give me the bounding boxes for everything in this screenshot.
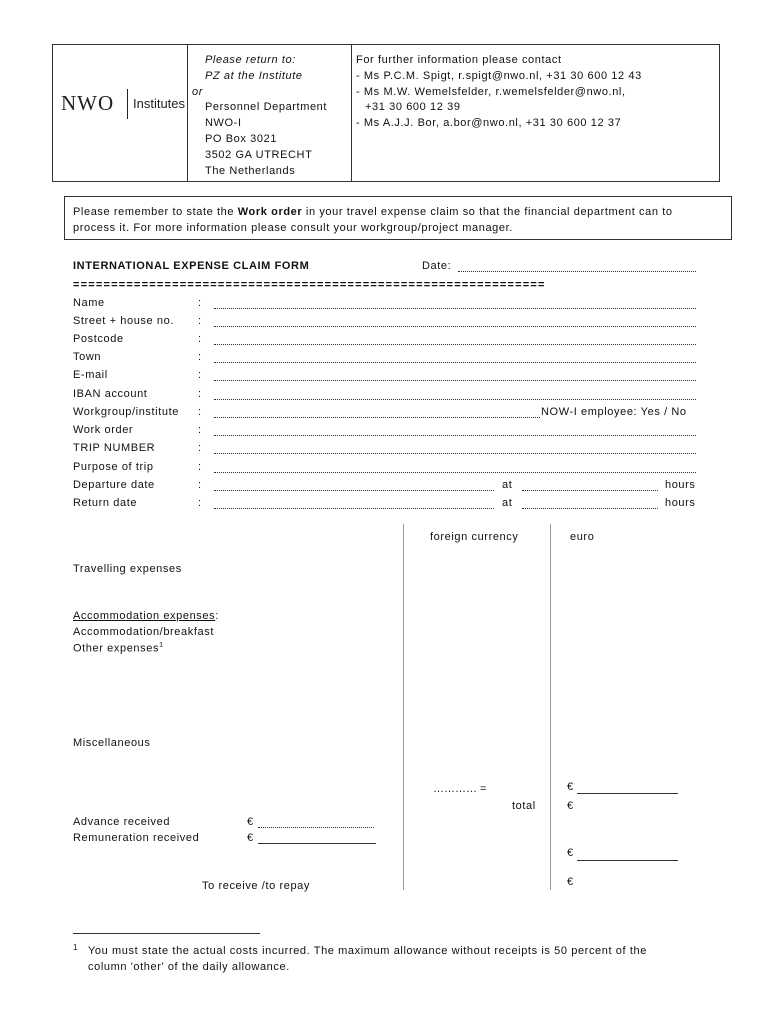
form-title: INTERNATIONAL EXPENSE CLAIM FORM [73,260,310,272]
footnote-line-2: column 'other' of the daily allowance. [88,961,290,973]
remuneration-field[interactable] [258,843,376,844]
logo-text: Institutes [133,96,186,111]
colon: : [198,424,202,436]
return-time-field[interactable] [522,508,658,509]
column-divider-foreign [403,524,404,890]
contact-line: - Ms A.J.J. Bor, a.bor@nwo.nl, +31 30 600 12 37 [356,117,622,129]
footnote-ref: 1 [159,642,164,649]
colon: : [198,369,202,381]
address-line: PO Box 3021 [205,133,278,145]
address-line: NWO-I [205,117,242,129]
postcode-field[interactable] [214,344,696,345]
date-label: Date: [422,260,452,272]
notice-bold: Work order [237,206,303,218]
other-expenses [73,642,164,655]
return-label: Please return to: [205,54,296,66]
label-workgroup: Workgroup/institute [73,406,179,418]
trip-number-field[interactable] [214,453,696,454]
notice-line-2: process it. For more information please consult your workgroup/project manager. [73,222,513,234]
accommodation-heading-text: Accommodation expenses [73,610,216,622]
return-line-institute: PZ at the Institute [205,70,303,82]
date-field[interactable] [458,271,696,272]
colon: : [198,442,202,454]
euro-sign: € [247,832,254,844]
miscellaneous: Miscellaneous [73,737,151,749]
colon: : [198,315,202,327]
colon: : [198,297,202,309]
label-street: Street + house no. [73,315,175,327]
workgroup-field[interactable] [214,417,540,418]
col-euro: euro [570,531,595,543]
colon: : [198,497,202,509]
at-label: at [502,479,513,491]
hours-label: hours [665,479,696,491]
address-line: Personnel Department [205,101,328,113]
accommodation-colon: : [215,610,219,622]
purpose-field[interactable] [214,472,696,473]
label-return: Return date [73,497,138,509]
colon: : [198,333,202,345]
label-name: Name [73,297,105,309]
town-field[interactable] [214,362,696,363]
return-date-field[interactable] [214,508,494,509]
separator: ============================================================== [73,279,546,291]
contact-line: - Ms P.C.M. Spigt, r.spigt@nwo.nl, +31 30 600 12 43 [356,70,642,82]
header-box [52,44,720,182]
label-trip-number: TRIP NUMBER [73,442,156,454]
travelling-expenses: Travelling expenses [73,563,182,575]
colon: : [198,479,202,491]
remuneration-received: Remuneration received [73,832,200,844]
accommodation-heading [73,610,219,622]
euro-sign: € [567,781,574,793]
label-postcode: Postcode [73,333,124,345]
notice-pre: Please remember to state the [73,206,238,218]
street-field[interactable] [214,326,696,327]
other-expenses-text: Other expenses [73,642,160,655]
colon: : [198,388,202,400]
column-divider-euro [550,524,551,890]
header-divider-left [187,45,188,181]
work-order-notice [64,196,732,240]
hours-label: hours [665,497,696,509]
work-order-field[interactable] [214,435,696,436]
iban-field[interactable] [214,399,696,400]
email-field[interactable] [214,380,696,381]
name-field[interactable] [214,308,696,309]
euro-sign: € [567,800,574,812]
notice-line-1 [73,206,673,218]
footnote-number: 1 [73,943,78,952]
logo-separator [127,89,128,119]
address-line: 3502 GA UTRECHT [205,149,313,161]
contact-line: +31 30 600 12 39 [365,101,461,113]
footnote-rule [73,933,260,934]
label-departure: Departure date [73,479,155,491]
exchange-rate[interactable]: ………… = [433,783,487,795]
label-town: Town [73,351,102,363]
label-work-order: Work order [73,424,134,436]
col-foreign-currency: foreign currency [430,531,519,543]
accommodation-breakfast: Accommodation/breakfast [73,626,214,638]
total-label: total [512,800,536,812]
euro-sign: € [247,816,254,828]
info-title: For further information please contact [356,54,562,66]
footnote-line-1: You must state the actual costs incurred. The maximum allowance without receipts is 50 percent of the [88,945,647,957]
colon: : [198,461,202,473]
colon: : [198,351,202,363]
advance-received: Advance received [73,816,171,828]
notice-post: in your travel expense claim so that the financial department can to [302,206,673,218]
label-email: E-mail [73,369,108,381]
nowi-employee[interactable]: NOW-I employee: Yes / No [541,406,687,418]
address-line: The Netherlands [205,165,296,177]
header-divider-right [351,45,352,181]
departure-date-field[interactable] [214,490,494,491]
departure-time-field[interactable] [522,490,658,491]
label-purpose: Purpose of trip [73,461,154,473]
receive-repay: To receive /to repay [202,880,310,892]
colon: : [198,406,202,418]
logo-mark: NWO [61,91,115,115]
label-iban: IBAN account [73,388,148,400]
balance-field[interactable] [577,860,678,861]
return-or: or [192,86,203,98]
contact-line: - Ms M.W. Wemelsfelder, r.wemelsfelder@nwo.nl, [356,86,626,98]
at-label: at [502,497,513,509]
euro-sign: € [567,847,574,859]
euro-converted-field[interactable] [577,793,678,794]
euro-sign: € [567,876,574,888]
advance-field[interactable] [258,827,374,828]
